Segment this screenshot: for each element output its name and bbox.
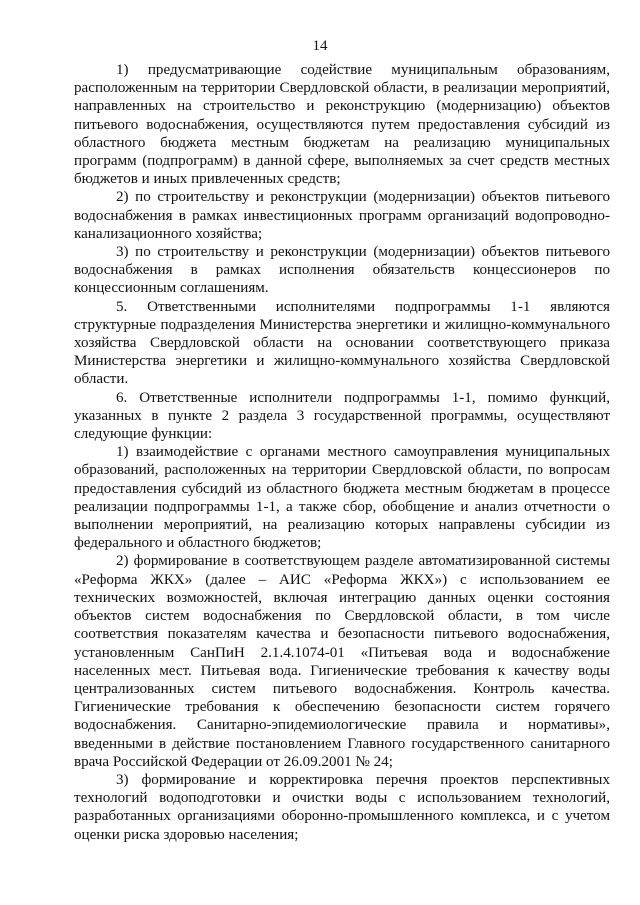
paragraph-clause-5: 5. Ответственными исполнителями подпрограммы 1-1 являются структурные подразделения Министерства энергетики и жилищно-коммунального хозяйства Свердловской области на основании соответствующего приказа Министерства энергетики и жилищно-коммунального хозяйства Свердловской области.	[74, 298, 610, 388]
document-body	[74, 61, 610, 844]
paragraph-clause-6: 6. Ответственные исполнители подпрограммы 1-1, помимо функций, указанных в пункте 2 раздела 3 государственной программы, осуществляют следующие функции:	[74, 389, 610, 443]
paragraph-item-1: 1) предусматривающие содействие муниципальным образованиям, расположенным на территории Свердловской области, в реализации мероприятий, направленных на строительство и реконструкцию (модернизацию) объектов питьевого водоснабжения, осуществляются путем предоставления субсидий из областного бюджета местным бюджетам на реализацию муниципальных программ (подпрограмм) в данной сфере, выполняемых за счет средств местных бюджетов и иных привлеченных средств;	[74, 62, 610, 188]
paragraph-function-1: 1) взаимодействие с органами местного самоуправления муниципальных образований, расположенных на территории Свердловской области, по вопросам предоставления субсидий из областного бюджета местным бюджетам в процессе реализации подпрограммы 1-1, а также сбор, обобщение и анализ отчетности о выполнении мероприятий, на реализацию которых направлены субсидии из федерального и областного бюджетов;	[74, 444, 610, 552]
paragraph-item-3: 3) по строительству и реконструкции (модернизации) объектов питьевого водоснабжения в рамках исполнения обязательств концессионеров по концессионным соглашениям.	[74, 244, 610, 297]
paragraph-item-2: 2) по строительству и реконструкции (модернизации) объектов питьевого водоснабжения в рамках инвестиционных программ организаций водопроводно-канализационного хозяйства;	[74, 189, 610, 242]
paragraph-function-3: 3) формирование и корректировка перечня проектов перспективных технологий водоподготовки и очистки воды с использованием технологий, разработанных организациями оборонно-промышленного комплекса, и с учетом оценки риска здоровью населения;	[74, 771, 610, 843]
paragraph-function-2: 2) формирование в соответствующем разделе автоматизированной системы «Реформа ЖКХ» (далее – АИС «Реформа ЖКХ») с использованием ее технических возможностей, включая интеграцию данных оценки состояния объектов систем водоснабжения по Свердловской области, в том числе соответствия показателям качества и безопасности питьевого водоснабжения, установленным СанПиН 2.1.4.1074-01 «Питьевая вода и водоснабжение населенных мест. Питьевая вода. Гигиенические требования к качеству воды централизованных систем питьевого водоснабжения. Контроль качества. Гигиенические требования к обеспечению безопасности систем горячего водоснабжения. Санитарно-эпидемиологические правила и нормативы», введенными в действие постановлением Главного государственного санитарного врача Российской Федерации от 26.09.2001 № 24;	[74, 553, 610, 770]
page-number: 14	[312, 38, 328, 54]
